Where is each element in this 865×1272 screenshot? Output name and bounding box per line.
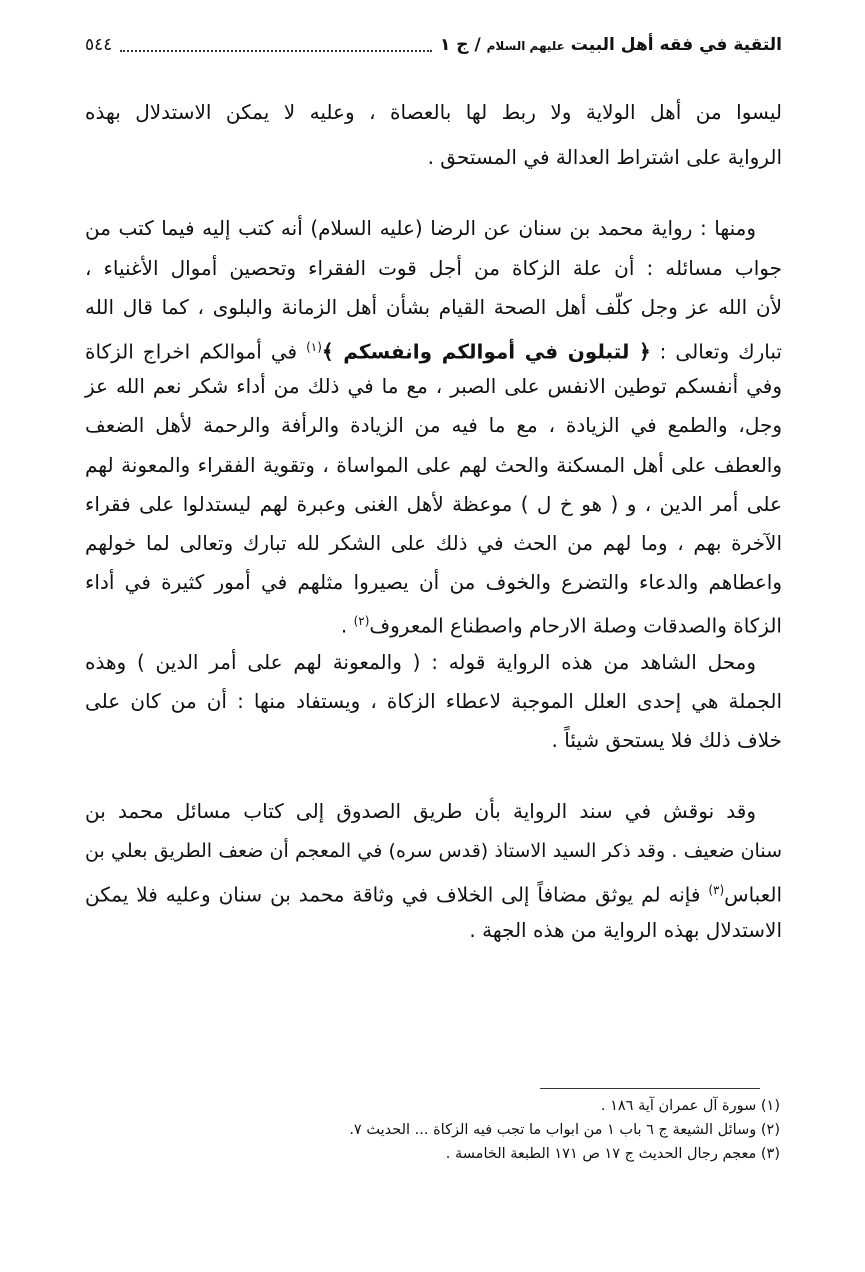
text-line bbox=[85, 329, 782, 365]
line-text: العباس bbox=[724, 882, 782, 907]
footnote-1: (١) سورة آل عمران آية ١٨٦ . bbox=[600, 1098, 780, 1114]
text-line: لأن الله عز وجل كلّف أهل الصحة القيام بشأن أهل الزمانة والبلوى ، كما قال الله bbox=[85, 295, 782, 319]
text-line bbox=[85, 872, 782, 908]
quran-verse: ﴿ لتبلون في أموالكم وانفسكم ﴾ bbox=[321, 339, 651, 364]
text-line: واعطاهم والدعاء والتضرع والخوف من أن يصيروا مثلهم في أمور كثيرة في أداء bbox=[85, 570, 782, 594]
text-line: وقد نوقش في سند الرواية بأن طريق الصدوق إلى كتاب مسائل محمد بن bbox=[85, 799, 756, 823]
footnote-3: (٣) معجم رجال الحديث ج ١٧ ص ١٧١ الطبعة الخامسة . bbox=[445, 1146, 780, 1162]
footnote-ref: (١) bbox=[306, 340, 322, 354]
text-line: وجل، والطمع في الزيادة ، مع ما فيه من الزيادة والرأفة والرحمة لأهل الضعف bbox=[85, 413, 782, 437]
text-line: ومحل الشاهد من هذه الرواية قوله : ( والمعونة لهم على أمر الدين ) وهذه bbox=[85, 650, 756, 674]
text-line: الجملة هي إحدى العلل الموجبة لاعطاء الزكاة ، ويستفاد منها : أن من كان على bbox=[85, 689, 782, 713]
line-text: في أموالكم اخراج الزكاة bbox=[85, 339, 307, 364]
header-title: التقية في فقه أهل البيت عليهم السلام / ج ١ bbox=[440, 35, 782, 55]
text-line: الآخرة بهم ، وما لهم من الحث في ذلك على الشكر لله تبارك وتعالى لما خولهم bbox=[85, 531, 782, 555]
text-line: سنان ضعيف . وقد ذكر السيد الاستاذ (قدس سره) في المعجم أن ضعف الطريق بعلي بن bbox=[85, 840, 782, 862]
text-line: على أمر الدين ، و ( هو خ ل ) موعظة لأهل الغنى وعبرة لهم ليستدلوا على فقراء bbox=[85, 492, 782, 516]
footnote-separator bbox=[540, 1088, 760, 1089]
text-line: وفي أنفسكم توطين الانفس على الصبر ، مع ما في ذلك من أداء شكر نعم الله عز bbox=[85, 374, 782, 398]
text-line: الاستدلال بهذه الرواية من هذه الجهة . bbox=[469, 918, 782, 942]
running-header bbox=[85, 30, 782, 60]
footnote-2: (٢) وسائل الشيعة ج ٦ باب ١ من ابواب ما تجب فيه الزكاة ... الحديث ٧. bbox=[349, 1122, 780, 1138]
footnote-ref: (٢) bbox=[353, 614, 370, 628]
line-text: فإنه لم يوثق مضافاً إلى الخلاف في وثاقة محمد بن سنان وعليه فلا يمكن bbox=[85, 882, 709, 907]
footnote-ref: (٣) bbox=[708, 883, 725, 897]
line-text: تبارك وتعالى : bbox=[650, 339, 782, 364]
text-line: والعطف على أهل المسكنة والحث لهم على المواساة ، وتقوية الفقراء والمعونة لهم bbox=[85, 453, 782, 477]
text-line bbox=[85, 603, 782, 639]
text-line: جواب مسائله : أن علة الزكاة من أجل قوت الفقراء وتحصين أموال الأغنياء ، bbox=[85, 256, 782, 280]
page-number: ٥٤٤ bbox=[85, 35, 113, 55]
line-text: . bbox=[340, 613, 354, 638]
text-line: ومنها : رواية محمد بن سنان عن الرضا (عليه السلام) أنه كتب إليه فيما كتب من bbox=[85, 216, 756, 240]
text-line: ليسوا من أهل الولاية ولا ربط لها بالعصاة ، وعليه لا يمكن الاستدلال بهذه bbox=[85, 100, 782, 124]
dotted-leader bbox=[120, 38, 432, 52]
text-line: خلاف ذلك فلا يستحق شيئاً . bbox=[551, 728, 782, 752]
line-text: الزكاة والصدقات وصلة الارحام واصطناع المعروف bbox=[369, 613, 782, 638]
text-line: الرواية على اشتراط العدالة في المستحق . bbox=[427, 145, 782, 169]
honorific-glyph: عليهم السلام bbox=[486, 39, 565, 53]
